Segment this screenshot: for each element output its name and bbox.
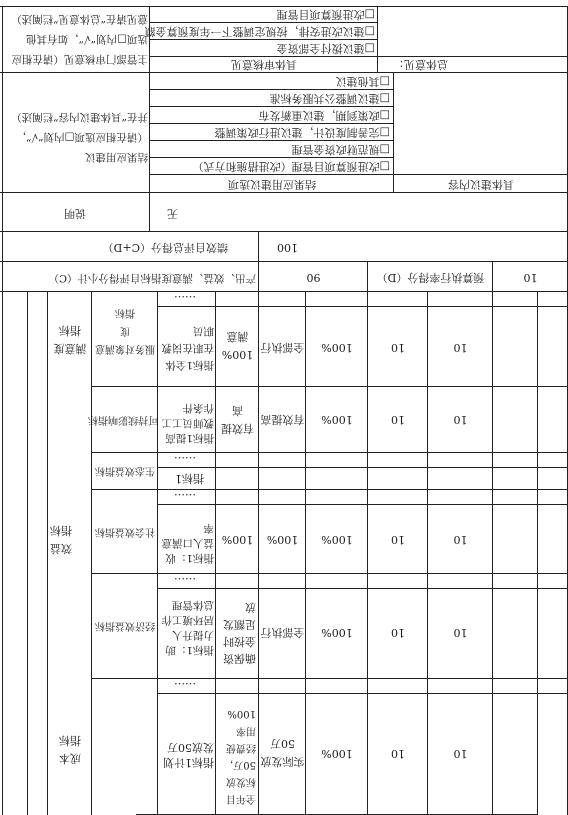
grid-line — [158, 504, 568, 505]
suggestion-option[interactable]: □政策到期，建议重新发布 — [258, 109, 390, 122]
suggestion-option[interactable]: □改进预算项目管理（改进措施和方式） — [192, 160, 390, 173]
suggestion-option[interactable]: □其他建议 — [335, 75, 390, 88]
grid-line — [0, 261, 568, 262]
total-value: 100 — [277, 241, 298, 254]
grid-line — [0, 72, 568, 73]
suggestions-options-header: 结果应用建议选项 — [228, 178, 316, 191]
grid-line — [150, 157, 394, 158]
explanation-label: 说明 — [64, 207, 86, 220]
sustainable-target: 有效提 高 — [221, 404, 254, 435]
satisfaction-actual: 全部执行 — [260, 341, 305, 354]
economic-weight: 10 — [391, 626, 405, 639]
economic-ellipsis: …… — [174, 575, 196, 588]
grid-line — [158, 467, 568, 468]
satisfaction-group-label: 满意度 指标 — [53, 324, 87, 355]
grid-line — [537, 292, 538, 815]
suggestion-option[interactable]: □建议调整公共服务标准 — [269, 92, 390, 105]
grid-line — [150, 106, 394, 107]
satisfaction-target: 100% 满意 — [221, 330, 254, 361]
ecological-label: 生态效益指标 — [95, 465, 155, 476]
social-weight: 10 — [391, 533, 405, 546]
sustainable-actual: 有效提高 — [260, 413, 305, 426]
department-overall-header: 总体意见： — [393, 58, 448, 71]
sustainable-label: 可持续影响指标 — [88, 414, 158, 425]
social-ellipsis: …… — [174, 491, 196, 504]
grid-line — [150, 174, 568, 175]
department-option[interactable]: □改进预算项目管理 — [276, 8, 375, 21]
department-label: 主管部门审核意见（请在相应 选项□内划“√”，如有其他 意见请在“总体意见”栏阐述） — [11, 13, 148, 65]
cost-score: 10 — [453, 747, 468, 760]
suggestions-label: 结果应用建议 （请在相应选项□内划“√”， 并在“具体建议内容”栏阐述） — [11, 111, 148, 163]
budget-value: 10 — [523, 271, 538, 284]
cost-actual: 实际发放 50万 — [260, 737, 305, 768]
social-indicator: 指标1：收 益人口满意 率 — [161, 522, 214, 564]
social-rate: 100% — [321, 533, 353, 546]
department-options-header: 具体审核意见 — [231, 58, 297, 71]
grid-line — [92, 452, 568, 453]
grid-line — [0, 192, 568, 193]
grid-line — [92, 489, 568, 490]
grid-line — [149, 7, 150, 232]
economic-rate: 100% — [321, 626, 353, 639]
satisfaction-indicator: 指标1全体 在职在岗教 职员 — [161, 325, 214, 371]
sustainable-score: 10 — [453, 413, 468, 426]
social-label: 社会效益指标 — [95, 526, 155, 537]
grid-line — [158, 306, 568, 307]
sustainable-rate: 100% — [321, 413, 353, 426]
benefit-group-label: 效益 指标 — [50, 524, 72, 555]
economic-target: 确保资 金按时 足额发 放 — [223, 601, 256, 665]
grid-line — [492, 292, 493, 815]
grid-line — [367, 292, 368, 815]
grid-line — [393, 73, 394, 193]
social-score: 10 — [453, 533, 468, 546]
subtotal-label: 产出、效益、满意度指标自评得分小计（C） — [48, 272, 256, 284]
cost-group-label: 成本 指标 — [59, 734, 81, 765]
social-target: 100% — [221, 533, 254, 546]
grid-line — [258, 232, 259, 262]
grid-line — [92, 573, 568, 574]
grid-line — [47, 292, 48, 815]
budget-label: 预算执行率得分（D） — [376, 271, 485, 284]
grid-line — [150, 39, 378, 40]
subtotal-value: 90 — [306, 271, 321, 284]
economic-score: 10 — [453, 626, 468, 639]
satisfaction-score: 10 — [453, 341, 468, 354]
ecological-ellipsis: …… — [174, 454, 196, 467]
economic-actual: 全部执行 — [260, 626, 305, 639]
suggestion-option[interactable]: □规范财政资金管理 — [291, 143, 390, 156]
grid-line — [150, 140, 394, 141]
explanation-value: 无 — [167, 207, 178, 220]
satisfaction-weight: 10 — [391, 341, 405, 354]
grid-line — [158, 588, 568, 589]
grid-line — [150, 89, 394, 90]
total-label: 绩效自评总得分（C+D） — [102, 241, 228, 254]
grid-line — [150, 123, 394, 124]
grid-line — [91, 292, 92, 815]
cost-ellipsis: …… — [174, 680, 196, 693]
grid-line — [158, 693, 568, 694]
economic-indicator: 指标1：助 力提升人 居环境工作 总体管理 — [161, 599, 214, 656]
satisfaction-rate: 100% — [321, 341, 353, 354]
grid-line — [92, 386, 568, 387]
sustainable-indicator: 指标1提高 教师员工工 作条件 — [161, 402, 214, 444]
grid-line — [150, 22, 378, 23]
sustainable-weight: 10 — [391, 413, 405, 426]
economic-label: 经济效益指标 — [95, 620, 155, 631]
grid-line — [427, 292, 428, 815]
department-option[interactable]: □建议改进安排，按规定调整下一年度预算金额 — [144, 25, 375, 38]
ecological-indicator: 指标1 — [175, 472, 204, 485]
cost-weight: 10 — [391, 747, 405, 760]
suggestion-option[interactable]: □完善制度设计，建议进行政策调整 — [214, 126, 390, 139]
department-option[interactable]: □建议拨付全部资金 — [276, 42, 375, 55]
social-actual: 100% — [266, 533, 299, 546]
grid-line — [0, 231, 568, 232]
cost-indicator: 指标1计划 发放50万 — [163, 741, 214, 769]
grid-line — [27, 292, 28, 815]
grid-line — [0, 291, 568, 292]
satisfaction-label: 服务对象满意度 指标 — [95, 307, 155, 354]
satisfaction-ellipsis: …… — [174, 293, 196, 306]
cost-target: 全年目 标发放 50万， 经费使 用率 100% — [223, 708, 256, 804]
suggestions-content-header: 具体建议内容 — [448, 178, 514, 191]
grid-line — [92, 678, 568, 679]
cost-rate: 100% — [321, 747, 353, 760]
